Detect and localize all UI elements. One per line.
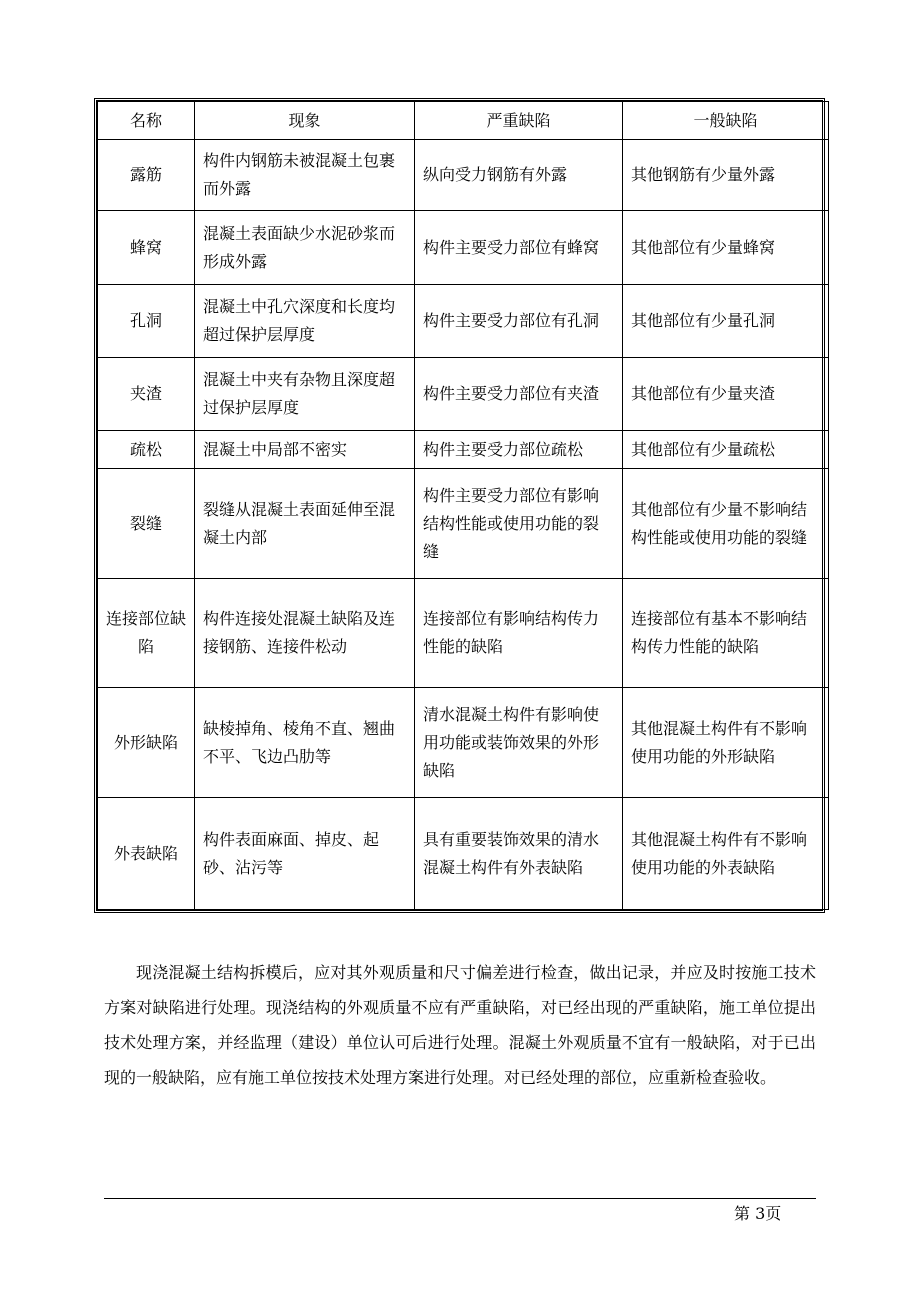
body-paragraph: 现浇混凝土结构拆模后，应对其外观质量和尺寸偏差进行检查，做出记录，并应及时按施工技术方案对缺陷进行处理。现浇结构的外观质量不应有严重缺陷，对已经出现的严重缺陷，施工单位提出技术处理方案，并经监理（建设）单位认可后进行处理。混凝土外观质量不宜有一般缺陷，对于已出现的一般缺陷，应有施工单位按技术处理方案进行处理。对已经处理的部位，应重新检查验收。	[104, 963, 816, 1087]
cell-name: 夹渣	[98, 358, 195, 431]
cell-general: 其他部位有少量夹渣	[623, 358, 829, 431]
cell-name: 外形缺陷	[98, 688, 195, 798]
cell-serious: 构件主要受力部位有蜂窝	[415, 211, 623, 285]
table-header-row	[98, 102, 829, 140]
table-row	[98, 798, 829, 910]
cell-serious: 连接部位有影响结构传力性能的缺陷	[415, 579, 623, 688]
header-name: 名称	[98, 102, 195, 140]
cell-phenomenon: 混凝土中夹有杂物且深度超过保护层厚度	[195, 358, 415, 431]
header-serious-defect: 严重缺陷	[415, 102, 623, 140]
cell-general: 其他部位有少量疏松	[623, 431, 829, 469]
cell-phenomenon: 构件内钢筋未被混凝土包裹而外露	[195, 140, 415, 211]
cell-general: 其他部位有少量蜂窝	[623, 211, 829, 285]
cell-phenomenon: 缺棱掉角、棱角不直、翘曲不平、飞边凸肋等	[195, 688, 415, 798]
cell-phenomenon: 裂缝从混凝土表面延伸至混凝土内部	[195, 469, 415, 579]
cell-serious: 构件主要受力部位疏松	[415, 431, 623, 469]
page-number: 第 3页	[734, 1204, 782, 1223]
cell-serious: 构件主要受力部位有孔洞	[415, 285, 623, 358]
table-row	[98, 469, 829, 579]
cell-phenomenon: 混凝土表面缺少水泥砂浆而形成外露	[195, 211, 415, 285]
table-row	[98, 431, 829, 469]
cell-name: 蜂窝	[98, 211, 195, 285]
cell-serious: 清水混凝土构件有影响使用功能或装饰效果的外形缺陷	[415, 688, 623, 798]
cell-phenomenon: 混凝土中孔穴深度和长度均超过保护层厚度	[195, 285, 415, 358]
cell-serious: 构件主要受力部位有影响结构性能或使用功能的裂缝	[415, 469, 623, 579]
table-row	[98, 579, 829, 688]
cell-general: 其他部位有少量不影响结构性能或使用功能的裂缝	[623, 469, 829, 579]
cell-name: 孔洞	[98, 285, 195, 358]
header-general-defect: 一般缺陷	[623, 102, 829, 140]
cell-general: 其他部位有少量孔洞	[623, 285, 829, 358]
defect-table-frame	[94, 98, 825, 913]
table-row	[98, 285, 829, 358]
table-row	[98, 688, 829, 798]
cell-name: 连接部位缺陷	[98, 579, 195, 688]
cell-general: 连接部位有基本不影响结构传力性能的缺陷	[623, 579, 829, 688]
cell-general: 其他混凝土构件有不影响使用功能的外表缺陷	[623, 798, 829, 910]
cell-name: 裂缝	[98, 469, 195, 579]
cell-phenomenon: 构件表面麻面、掉皮、起砂、沾污等	[195, 798, 415, 910]
cell-phenomenon: 构件连接处混凝土缺陷及连接钢筋、连接件松动	[195, 579, 415, 688]
cell-name: 露筋	[98, 140, 195, 211]
table-row	[98, 140, 829, 211]
cell-serious: 纵向受力钢筋有外露	[415, 140, 623, 211]
footer-divider	[104, 1198, 816, 1199]
table-row	[98, 211, 829, 285]
cell-name: 外表缺陷	[98, 798, 195, 910]
cell-serious: 构件主要受力部位有夹渣	[415, 358, 623, 431]
header-phenomenon: 现象	[195, 102, 415, 140]
defect-table	[97, 101, 829, 910]
cell-serious: 具有重要装饰效果的清水混凝土构件有外表缺陷	[415, 798, 623, 910]
table-row	[98, 358, 829, 431]
cell-general: 其他混凝土构件有不影响使用功能的外形缺陷	[623, 688, 829, 798]
cell-general: 其他钢筋有少量外露	[623, 140, 829, 211]
cell-phenomenon: 混凝土中局部不密实	[195, 431, 415, 469]
cell-name: 疏松	[98, 431, 195, 469]
